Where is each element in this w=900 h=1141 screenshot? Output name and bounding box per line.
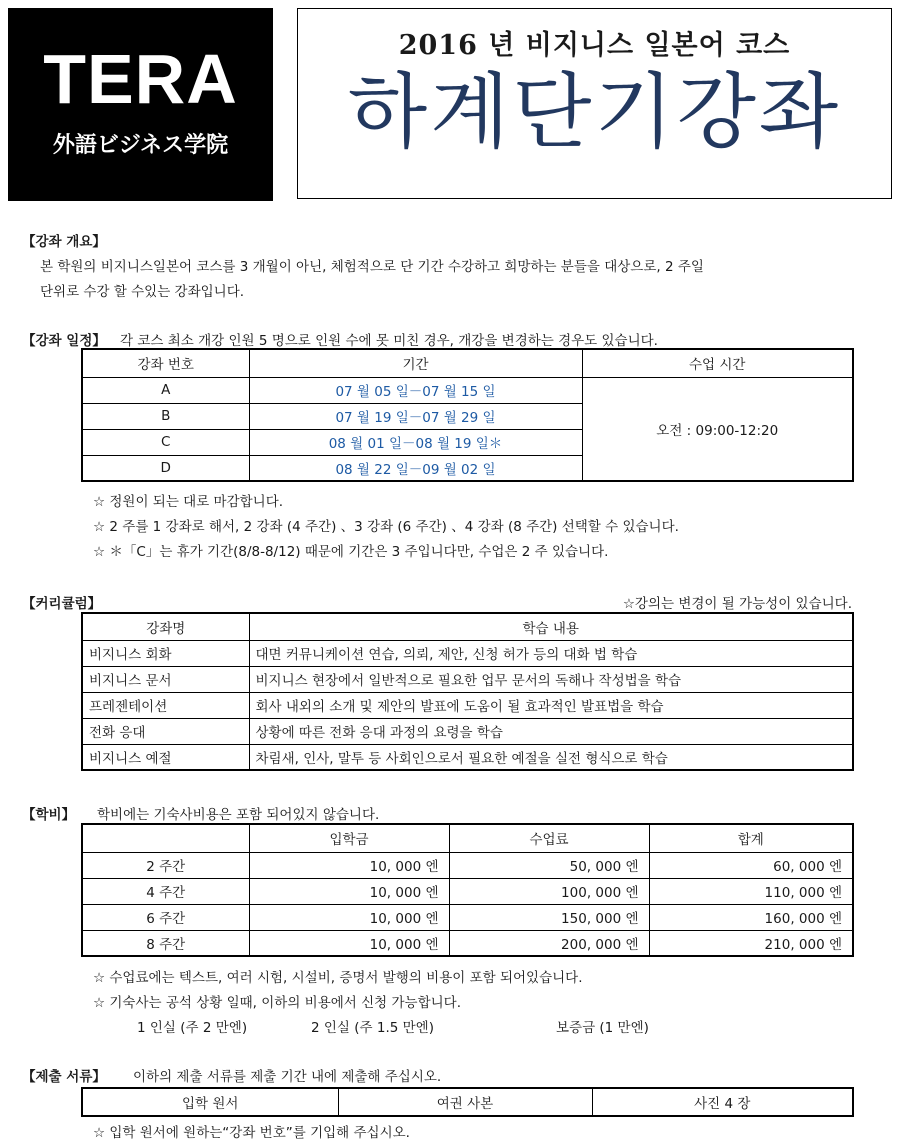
fees-table: [81, 823, 854, 957]
logo-subtitle: 外語ビジネス学院: [52, 133, 229, 158]
title-box: [297, 8, 892, 199]
dorm-deposit: 보증금 (1 만엔): [556, 1020, 649, 1036]
table-row: [82, 718, 853, 744]
schedule-header-time: 수업 시간: [582, 349, 853, 377]
fees-note-1: ☆ 수업료에는 텍스트, 여러 시험, 시설비, 증명서 발행의 비용이 포함 되어있습니다.: [93, 970, 583, 986]
fee-period: 6 주간: [82, 904, 249, 930]
fee-tuition: 100, 000 엔: [449, 878, 649, 904]
fee-entrance: 10, 000 엔: [249, 904, 449, 930]
page-subtitle: 2016 년 비지니스 일본어 코스: [398, 30, 791, 61]
curriculum-header-name: 강좌명: [82, 613, 249, 640]
documents-intro: 이하의 제출 서류를 제출 기간 내에 제출해 주십시오.: [133, 1069, 442, 1085]
course-name: 비지니스 회화: [82, 640, 249, 666]
schedule-note-1: ☆ 정원이 되는 대로 마감합니다.: [93, 494, 284, 510]
fee-period: 4 주간: [82, 878, 249, 904]
curriculum-note: ☆강의는 변경이 될 가능성이 있습니다.: [622, 596, 852, 612]
fee-total: 110, 000 엔: [649, 878, 853, 904]
course-period: 07 월 05 일－07 월 15 일: [249, 377, 582, 403]
course-name: 비지니스 예절: [82, 744, 249, 770]
table-row: [82, 852, 853, 878]
fees-header-row: [82, 824, 853, 852]
course-name: 프레젠테이션: [82, 692, 249, 718]
fee-tuition: 150, 000 엔: [449, 904, 649, 930]
fees-header-blank: [82, 824, 249, 852]
schedule-header-period: 기간: [249, 349, 582, 377]
fees-header-tuition: 수업료: [449, 824, 649, 852]
overview-heading: 【강좌 개요】: [22, 234, 106, 250]
fees-heading: 【학비】: [22, 807, 76, 823]
fees-header-total: 합계: [649, 824, 853, 852]
curriculum-header-content: 학습 내용: [249, 613, 853, 640]
dorm-double: 2 인실 (주 1.5 만엔): [311, 1020, 434, 1036]
overview-line-1: 본 학원의 비지니스일본어 코스를 3 개월이 아닌, 체험적으로 단 기간 수강하고 희망하는 분들을 대상으로, 2 주일: [40, 259, 704, 275]
course-code: C: [82, 429, 249, 455]
overview-line-2: 단위로 수강 할 수있는 강좌입니다.: [40, 284, 245, 300]
documents-table: [81, 1087, 854, 1117]
schedule-note-2: ☆ 2 주를 1 강좌로 해서, 2 강좌 (4 주간) 、3 강좌 (6 주간) 、4 강좌 (8 주간) 선택할 수 있습니다.: [93, 519, 679, 535]
table-row: [82, 878, 853, 904]
fee-period: 8 주간: [82, 930, 249, 956]
schedule-table: [81, 348, 854, 482]
fees-note-2: ☆ 기숙사는 공석 상황 일때, 이하의 비용에서 신청 가능합니다.: [93, 995, 461, 1011]
schedule-note-3: ☆ ＊「C」는 휴가 기간(8/8-8/12) 때문에 기간은 3 주입니다만, 수업은 2 주 있습니다.: [93, 544, 609, 560]
fee-entrance: 10, 000 엔: [249, 852, 449, 878]
fee-tuition: 200, 000 엔: [449, 930, 649, 956]
fee-entrance: 10, 000 엔: [249, 878, 449, 904]
fee-period: 2 주간: [82, 852, 249, 878]
document-item: 사진 4 장: [592, 1088, 853, 1116]
document-item: 여권 사본: [338, 1088, 592, 1116]
course-code: D: [82, 455, 249, 481]
course-content: 상황에 따른 전화 응대 과정의 요령을 학습: [249, 718, 853, 744]
fee-total: 210, 000 엔: [649, 930, 853, 956]
curriculum-heading: 【커리큘럼】: [22, 596, 102, 612]
course-name: 전화 응대: [82, 718, 249, 744]
course-period: 08 월 22 일－09 월 02 일: [249, 455, 582, 481]
fees-header-entrance: 입학금: [249, 824, 449, 852]
table-row: [82, 930, 853, 956]
course-content: 비지니스 현장에서 일반적으로 필요한 업무 문서의 독해나 작성법을 학습: [249, 666, 853, 692]
schedule-header-code: 강좌 번호: [82, 349, 249, 377]
table-row: [82, 692, 853, 718]
table-row: [82, 640, 853, 666]
documents-note: ☆ 입학 원서에 원하는“강좌 번호”를 기입해 주십시오.: [93, 1125, 410, 1141]
fees-intro: 학비에는 기숙사비용은 포함 되어있지 않습니다.: [97, 807, 380, 823]
dorm-single: 1 인실 (주 2 만엔): [137, 1020, 248, 1036]
fee-entrance: 10, 000 엔: [249, 930, 449, 956]
curriculum-table: [81, 612, 854, 771]
logo-block: [8, 8, 273, 201]
course-name: 비지니스 문서: [82, 666, 249, 692]
schedule-heading: 【강좌 일정】: [22, 333, 106, 349]
course-code: B: [82, 403, 249, 429]
course-content: 차림새, 인사, 말투 등 사회인으로서 필요한 예절을 실전 형식으로 학습: [249, 744, 853, 770]
class-time: 오전 : 09:00-12:20: [582, 377, 853, 481]
course-content: 회사 내외의 소개 및 제안의 발표에 도움이 될 효과적인 발표법을 학습: [249, 692, 853, 718]
schedule-intro: 각 코스 최소 개강 인원 5 명으로 인원 수에 못 미친 경우, 개강을 변경하는 경우도 있습니다.: [120, 333, 658, 349]
fee-total: 60, 000 엔: [649, 852, 853, 878]
table-row: [82, 744, 853, 770]
fee-total: 160, 000 엔: [649, 904, 853, 930]
documents-heading: 【제출 서류】: [22, 1069, 106, 1085]
table-row: [82, 1088, 853, 1116]
schedule-header-row: [82, 349, 853, 377]
fee-tuition: 50, 000 엔: [449, 852, 649, 878]
course-code: A: [82, 377, 249, 403]
page-title: 하계단기강좌: [347, 65, 842, 160]
course-period: 08 월 01 일－08 월 19 일＊: [249, 429, 582, 455]
logo-brand: TERA: [43, 40, 238, 118]
curriculum-header-row: [82, 613, 853, 640]
table-row: [82, 377, 853, 403]
course-period: 07 월 19 일－07 월 29 일: [249, 403, 582, 429]
course-content: 대면 커뮤니케이션 연습, 의뢰, 제안, 신청 허가 등의 대화 법 학습: [249, 640, 853, 666]
table-row: [82, 666, 853, 692]
table-row: [82, 904, 853, 930]
document-item: 입학 원서: [82, 1088, 338, 1116]
